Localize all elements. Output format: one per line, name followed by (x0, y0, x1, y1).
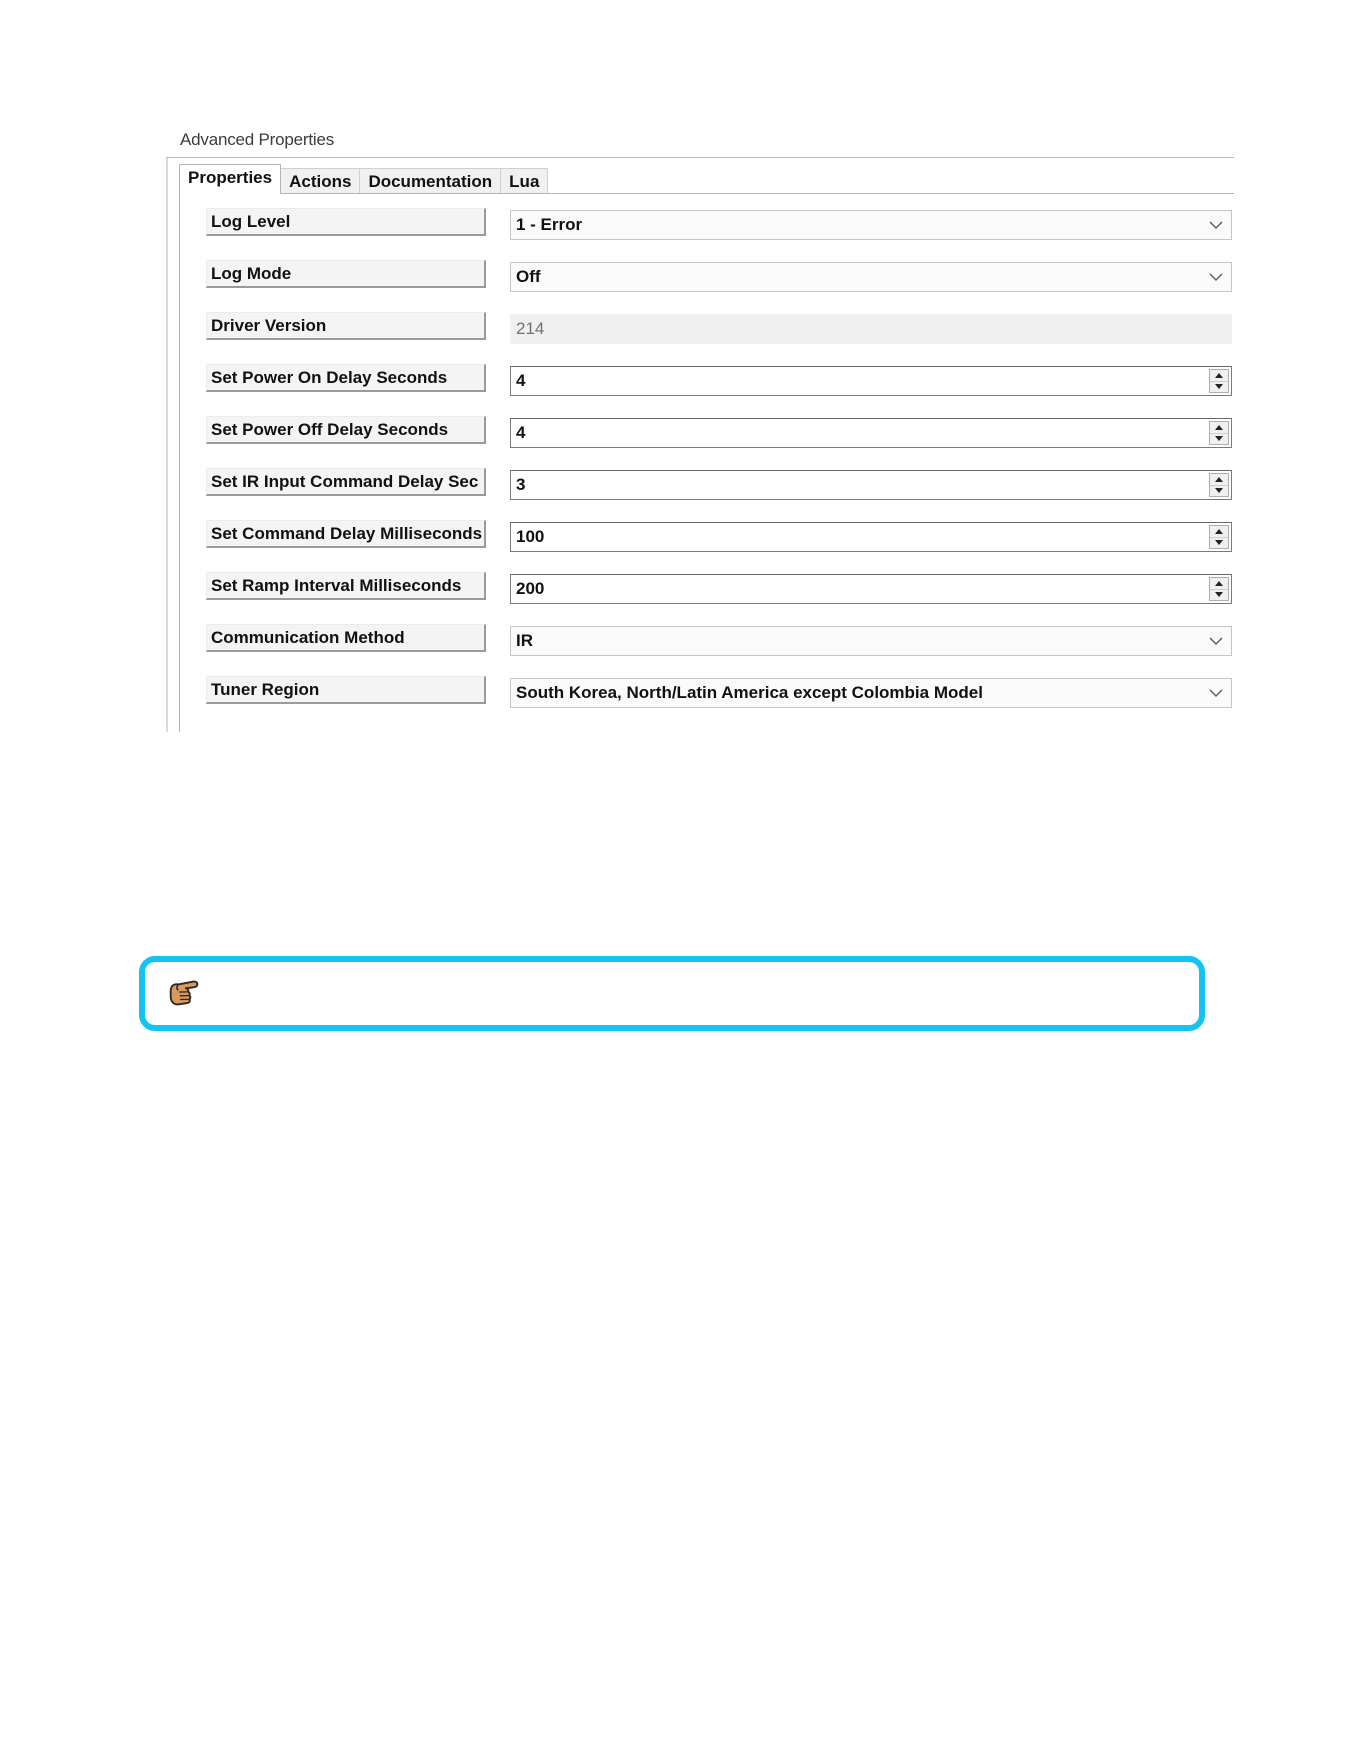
spin-down-button[interactable] (1210, 381, 1228, 392)
property-label: Set Ramp Interval Milliseconds (206, 572, 486, 600)
property-label: Log Level (206, 208, 486, 236)
property-label: Set IR Input Command Delay Sec (206, 468, 486, 496)
property-label: Communication Method (206, 624, 486, 652)
chevron-down-icon (1209, 636, 1223, 646)
spin-buttons (1209, 421, 1229, 445)
property-row-ramp-interval (206, 572, 1234, 602)
tab-lua[interactable]: Lua (500, 168, 548, 194)
spin-down-button[interactable] (1210, 537, 1228, 548)
log-level-dropdown[interactable] (510, 210, 1232, 240)
property-label: Set Power Off Delay Seconds (206, 416, 486, 444)
chevron-down-icon (1209, 688, 1223, 698)
spin-down-button[interactable] (1210, 485, 1228, 496)
power-on-delay-stepper[interactable] (510, 366, 1232, 396)
property-label: Tuner Region (206, 676, 486, 704)
property-row-power-on-delay (206, 364, 1234, 394)
spin-down-button[interactable] (1210, 433, 1228, 444)
property-row-tuner-region (206, 676, 1234, 706)
property-row-ir-input-delay (206, 468, 1234, 498)
advanced-properties-panel (166, 116, 1234, 732)
tab-documentation[interactable]: Documentation (359, 168, 501, 194)
arrow-up-icon (1215, 529, 1223, 534)
arrow-down-icon (1215, 540, 1223, 545)
communication-method-dropdown[interactable] (510, 626, 1232, 656)
log-mode-dropdown[interactable] (510, 262, 1232, 292)
arrow-down-icon (1215, 436, 1223, 441)
tab-actions[interactable]: Actions (280, 168, 360, 194)
property-row-communication-method (206, 624, 1234, 654)
title-divider (166, 157, 1234, 158)
arrow-down-icon (1215, 488, 1223, 493)
note-callout (139, 956, 1205, 1031)
arrow-down-icon (1215, 592, 1223, 597)
property-row-log-level (206, 208, 1234, 238)
spin-buttons (1209, 525, 1229, 549)
spin-down-button[interactable] (1210, 589, 1228, 600)
property-label: Driver Version (206, 312, 486, 340)
panel-left-edge (166, 158, 168, 732)
stepper-value: 100 (516, 527, 545, 546)
chevron-down-icon (1209, 272, 1223, 282)
spin-buttons (1209, 473, 1229, 497)
property-row-log-mode (206, 260, 1234, 290)
tab-strip (179, 164, 547, 194)
property-label: Log Mode (206, 260, 486, 288)
property-row-power-off-delay (206, 416, 1234, 446)
driver-version-field: 214 (510, 314, 1232, 344)
arrow-up-icon (1215, 425, 1223, 430)
panel-title: Advanced Properties (180, 130, 335, 149)
property-label: Set Command Delay Milliseconds (206, 520, 486, 548)
property-row-command-delay (206, 520, 1234, 550)
arrow-up-icon (1215, 477, 1223, 482)
arrow-up-icon (1215, 373, 1223, 378)
dropdown-value: Off (516, 267, 541, 286)
stepper-value: 3 (516, 475, 526, 494)
spin-buttons (1209, 369, 1229, 393)
tuner-region-dropdown[interactable] (510, 678, 1232, 708)
ramp-interval-stepper[interactable] (510, 574, 1232, 604)
property-label: Set Power On Delay Seconds (206, 364, 486, 392)
stepper-value: 4 (516, 423, 526, 442)
dropdown-value: South Korea, North/Latin America except Colombia Model (516, 683, 983, 702)
dropdown-value: 1 - Error (516, 215, 583, 234)
properties-tab-page (179, 194, 1234, 732)
command-delay-stepper[interactable] (510, 522, 1232, 552)
ir-input-delay-stepper[interactable] (510, 470, 1232, 500)
chevron-down-icon (1209, 220, 1223, 230)
tab-properties[interactable]: Properties (179, 164, 281, 194)
stepper-value: 200 (516, 579, 545, 598)
stepper-value: 4 (516, 371, 526, 390)
arrow-up-icon (1215, 581, 1223, 586)
property-row-driver-version (206, 312, 1234, 342)
spin-buttons (1209, 577, 1229, 601)
dropdown-value: IR (516, 631, 533, 650)
arrow-down-icon (1215, 384, 1223, 389)
power-off-delay-stepper[interactable] (510, 418, 1232, 448)
pointing-hand-icon (165, 974, 203, 1012)
